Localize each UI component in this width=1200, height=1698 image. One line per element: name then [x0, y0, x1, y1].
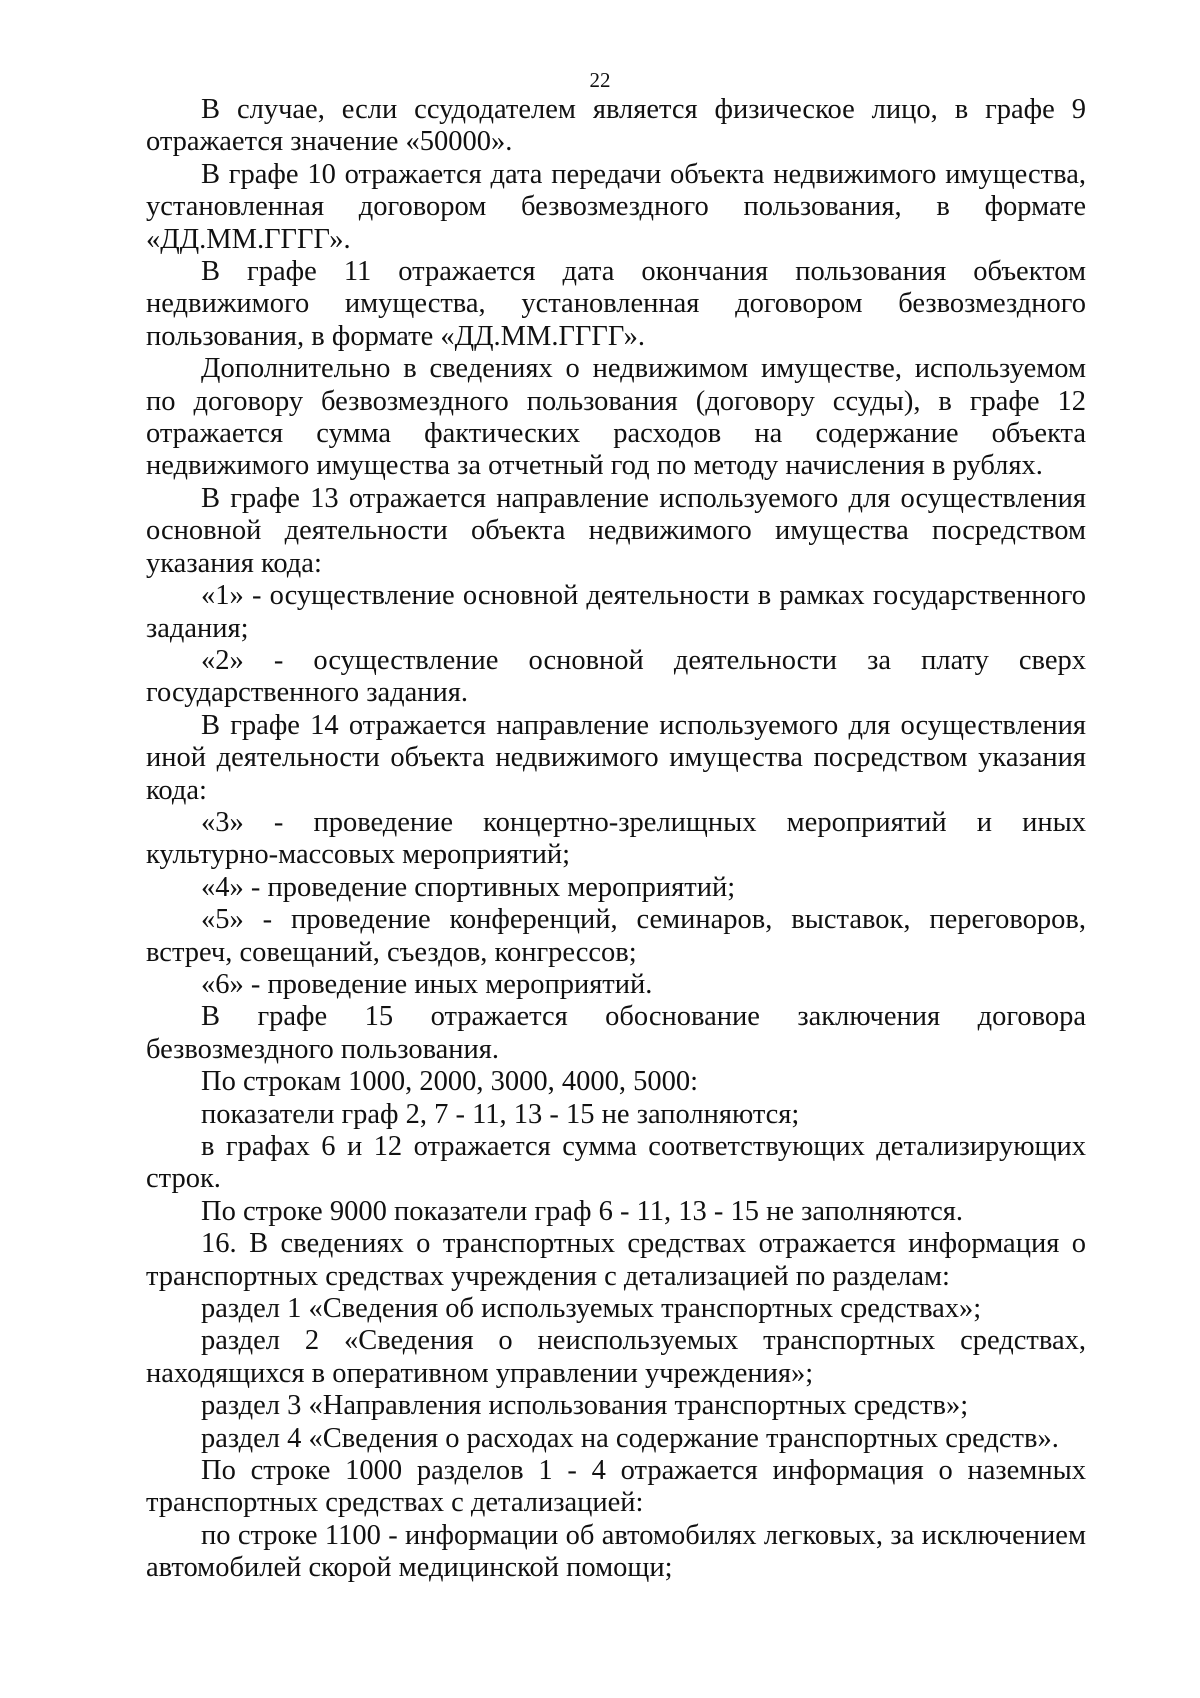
- list-item: раздел 1 «Сведения об используемых транспортных средствах»;: [201, 1293, 982, 1325]
- list-item: в графах 6 и 12 отражается сумма соответствующих детализирующих строк.: [146, 1131, 1086, 1195]
- list-item: «4» - проведение спортивных мероприятий;: [201, 871, 736, 903]
- list-item: раздел 4 «Сведения о расходах на содержание транспортных средств».: [201, 1422, 1059, 1454]
- list-item: раздел 2 «Сведения о неиспользуемых транспортных средствах, находящихся в оперативном управлении учреждения»;: [146, 1325, 1086, 1389]
- paragraph: В графе 14 отражается направление используемого для осуществления иной деятельности объекта недвижимого имущества посредством указания кода:: [146, 709, 1086, 806]
- document-body: [146, 94, 1086, 1585]
- paragraph: В графе 15 отражается обоснование заключения договора безвозмездного пользования.: [146, 1001, 1086, 1065]
- paragraph: По строке 9000 показатели граф 6 - 11, 13 - 15 не заполняются.: [201, 1195, 963, 1227]
- paragraph: В графе 11 отражается дата окончания пользования объектом недвижимого имущества, установленная договором безвозмездного пользования, в формате «ДД.ММ.ГГГГ».: [146, 256, 1086, 352]
- list-item: по строке 1100 - информации об автомобилях легковых, за исключением автомобилей скорой медицинской помощи;: [146, 1519, 1086, 1584]
- paragraph: В графе 10 отражается дата передачи объекта недвижимого имущества, установленная договором безвозмездного пользования, в формате «ДД.ММ.ГГГГ».: [146, 158, 1086, 255]
- paragraph: Дополнительно в сведениях о недвижимом имуществе, используемом по договору безвозмездного пользования (договору ссуды), в графе 12 отражается сумма фактических расходов на содержание объекта недвижимого имущества за отчетный год по методу начисления в рублях.: [146, 353, 1086, 482]
- paragraph: По строке 1000 разделов 1 - 4 отражается информация о наземных транспортных средствах с детализацией:: [146, 1455, 1086, 1519]
- list-item: показатели граф 2, 7 - 11, 13 - 15 не заполняются;: [201, 1098, 800, 1130]
- list-item: «5» - проведение конференций, семинаров, выставок, переговоров, встреч, совещаний, съездов, конгрессов;: [146, 904, 1086, 968]
- list-item: «2» - осуществление основной деятельности за плату сверх государственного задания.: [146, 644, 1086, 709]
- list-item: «3» - проведение концертно-зрелищных мероприятий и иных культурно-массовых мероприятий;: [146, 806, 1086, 871]
- list-item: «1» - осуществление основной деятельности в рамках государственного задания;: [146, 580, 1086, 644]
- paragraph: По строкам 1000, 2000, 3000, 4000, 5000:: [201, 1066, 699, 1098]
- list-item: «6» - проведение иных мероприятий.: [201, 968, 653, 1000]
- paragraph: 16. В сведениях о транспортных средствах отражается информация о транспортных средствах учреждения с детализацией по разделам:: [146, 1228, 1086, 1292]
- list-item: раздел 3 «Направления использования транспортных средств»;: [201, 1390, 969, 1422]
- paragraph: В графе 13 отражается направление используемого для осуществления основной деятельности объекта недвижимого имущества посредством указания кода:: [146, 482, 1086, 579]
- paragraph: В случае, если ссудодателем является физическое лицо, в графе 9 отражается значение «50000».: [146, 94, 1086, 158]
- page-number: 22: [589, 68, 611, 92]
